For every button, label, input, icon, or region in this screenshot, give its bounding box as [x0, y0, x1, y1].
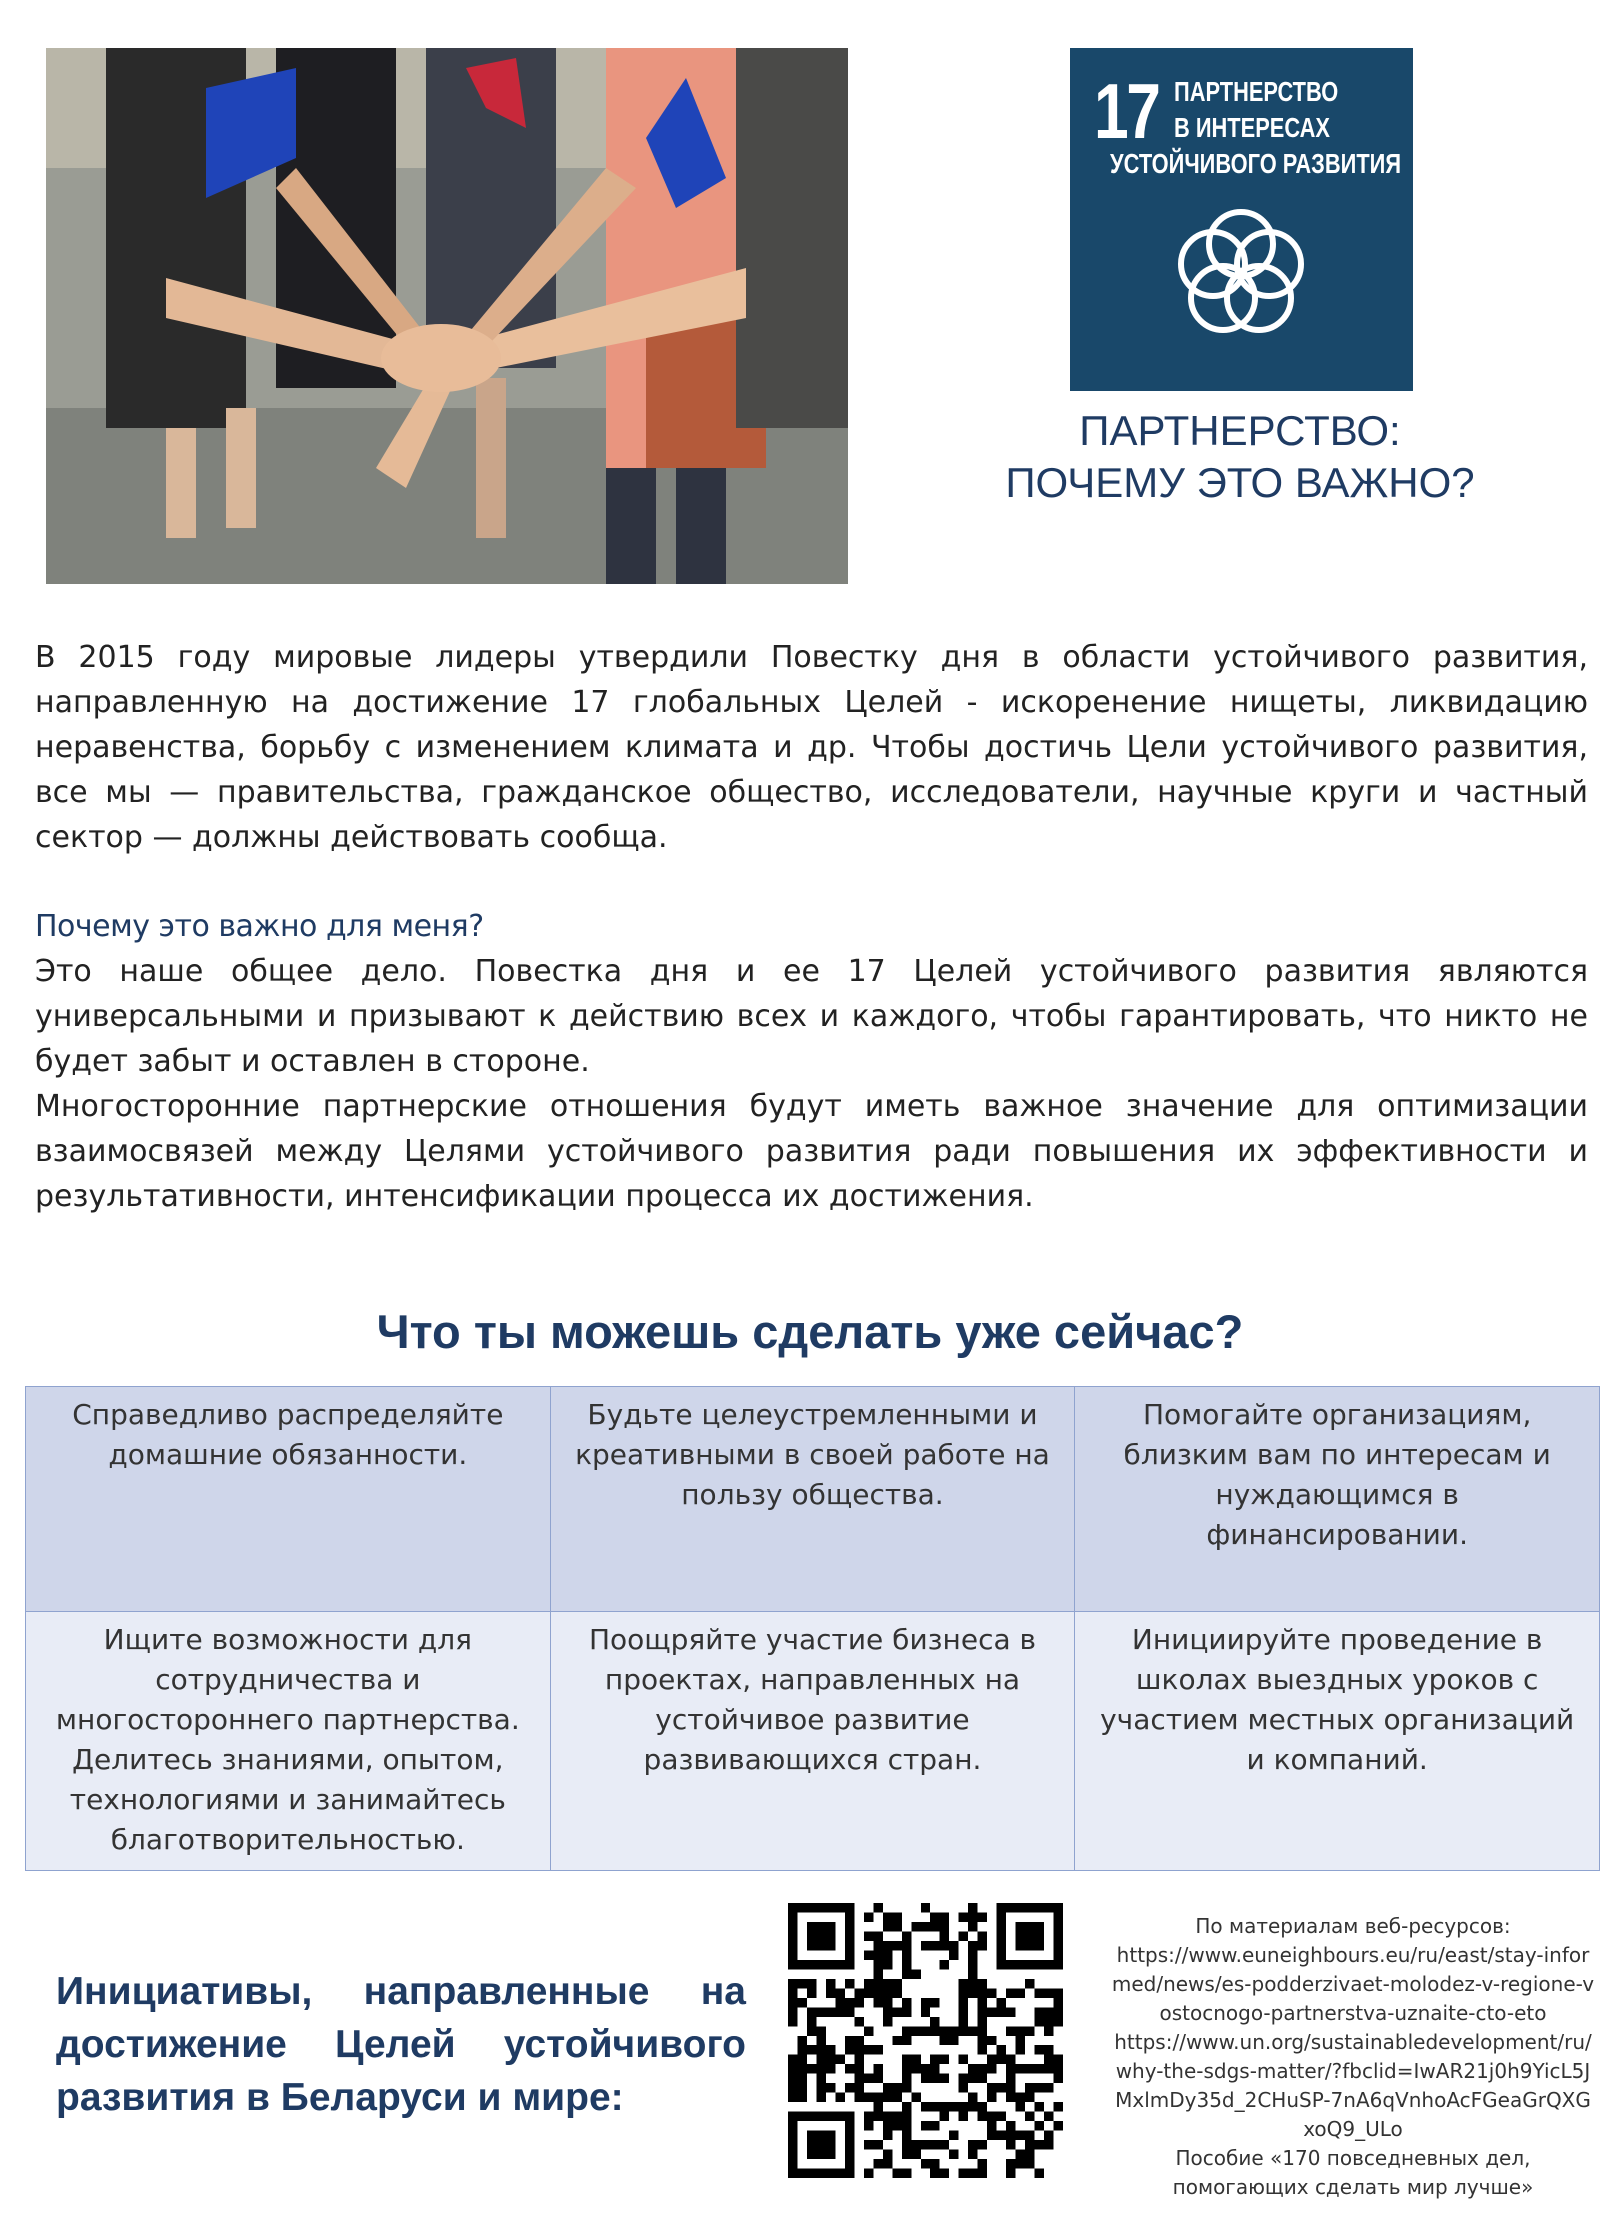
- why-paragraph-2: Многосторонние партнерские отношения будут иметь важное значение для оптимизации взаимосвязей между Целями устойчивого развития ради повышения их эффективности и результативности, интенсификации процесса их достижения.: [35, 1089, 1588, 1214]
- hands-photo: [46, 48, 848, 584]
- table-row: [26, 1387, 1600, 1612]
- table-cell: Помогайте организациям, близким вам по интересам и нуждающимся в финансировании.: [1075, 1387, 1600, 1612]
- why-body: [35, 949, 1588, 1219]
- table-cell: Справедливо распределяйте домашние обязанности.: [26, 1387, 551, 1612]
- sources-block: [1110, 1912, 1596, 2202]
- page-title-line-1: ПАРТНЕРСТВО:: [1079, 407, 1401, 454]
- source-link-2[interactable]: https://www.un.org/sustainabledevelopment/ru/why-the-sdgs-matter/?fbclid=IwAR21j0h9YicL5JMxlmDy35d_2CHuSP-7nA6qVnhoAcFGeaGrQXGxoQ9_ULo: [1114, 2030, 1592, 2141]
- source-book: Пособие «170 повседневных дел, помогающих сделать мир лучше»: [1172, 2146, 1534, 2199]
- table-cell: Поощряйте участие бизнеса в проектах, направленных на устойчивое развитие развивающихся стран.: [550, 1612, 1075, 1871]
- page-title: [940, 405, 1540, 509]
- why-paragraph-1: Это наше общее дело. Повестка дня и ее 17 Целей устойчивого развития являются универсальными и призывают к действию всех и каждого, чтобы гарантировать, что никто не будет забыт и оставлен в стороне.: [35, 954, 1588, 1079]
- intro-paragraph: В 2015 году мировые лидеры утвердили Повестку дня в области устойчивого развития, направленную на достижение 17 глобальных Целей - искоренение нищеты, ликвидацию неравенства, борьбу с изменением климата и др. Чтобы достичь Цели устойчивого развития, все мы — правительства, гражданское общество, исследователи, научные круги и частный сектор — должны действовать сообща.: [35, 640, 1588, 855]
- sdg17-badge: [1070, 48, 1413, 391]
- sdg-title-line-2: В ИНТЕРЕСАХ: [1174, 112, 1330, 143]
- source-link-1[interactable]: https://www.euneighbours.eu/ru/east/stay-informed/news/es-podderzivaet-molodez-v-regione-vostocnogo-partnerstva-uznaite-cto-eto: [1111, 1943, 1595, 2025]
- actions-table: [25, 1386, 1600, 1871]
- table-cell: Инициируйте проведение в школах выездных уроков с участием местных организаций и компаний.: [1075, 1612, 1600, 1871]
- initiatives-heading: Инициативы, направленные на достижение Целей устойчивого развития в Беларуси и мире:: [56, 1970, 746, 2119]
- actions-heading: Что ты можешь сделать уже сейчас?: [376, 1305, 1244, 1358]
- sources-label: По материалам веб-ресурсов:: [1195, 1914, 1511, 1938]
- sdg-title-line-1: ПАРТНЕРСТВО: [1174, 76, 1339, 107]
- table-cell: Будьте целеустремленными и креативными в своей работе на пользу общества.: [550, 1387, 1075, 1612]
- qr-code[interactable]: [788, 1903, 1063, 2178]
- partnership-rings-icon: [1165, 198, 1317, 350]
- table-cell: Ищите возможности для сотрудничества и многостороннего партнерства. Делитесь знаниями, опытом, технологиями и занимайтесь благотворительностью.: [26, 1612, 551, 1871]
- sdg-title-line-3: УСТОЙЧИВОГО РАЗВИТИЯ: [1110, 148, 1402, 179]
- page-title-line-2: ПОЧЕМУ ЭТО ВАЖНО?: [1005, 459, 1475, 506]
- sdg-number: 17: [1094, 67, 1159, 155]
- why-heading: Почему это важно для меня?: [35, 909, 484, 944]
- table-row: [26, 1612, 1600, 1871]
